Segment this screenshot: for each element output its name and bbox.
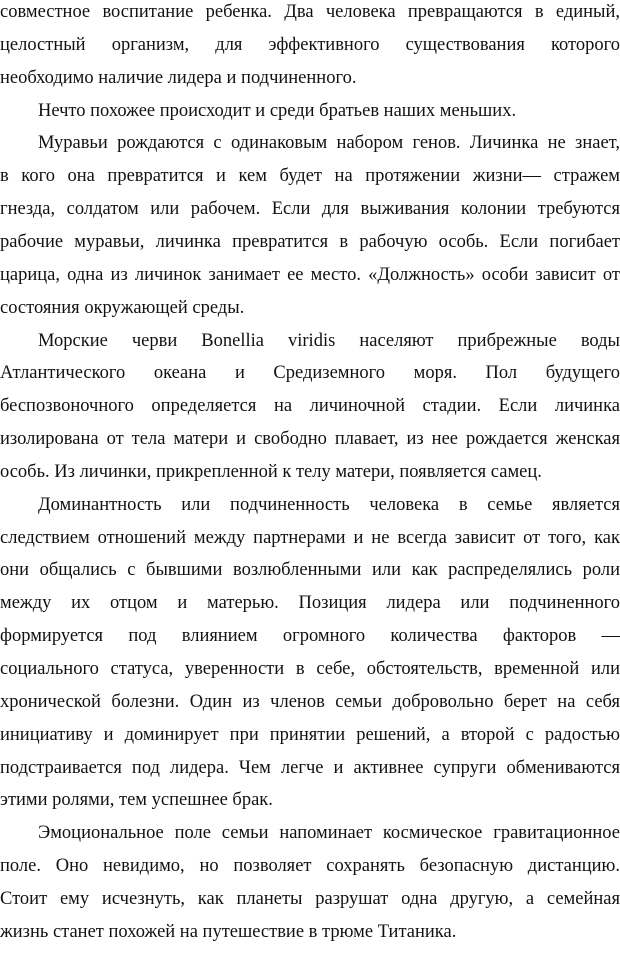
text-line: хронической болезни. Один из членов семьи добровольно берет на себя (0, 691, 620, 712)
text-line: Нечто похожее происходит и среди братьев наших меньших. (38, 100, 517, 121)
text-line: рабочие муравьи, личинка превратится в рабочую особь. Если погибает (0, 231, 620, 252)
text-line: этими ролями, тем успешнее брак. (0, 790, 273, 811)
text-line: поле. Оно невидимо, но позволяет сохранять безопасную дистанцию. (0, 856, 620, 877)
text-line: они общались с бывшими возлюбленными или как распределялись роли (0, 560, 620, 581)
text-line: следствием отношений между партнерами и не всегда зависит от того, как (0, 527, 620, 548)
text-line: Эмоциональное поле семьи напоминает космическое гравитационное (38, 823, 620, 844)
text-line: Стоит ему исчезнуть, как планеты разрушат одна другую, а семейная (0, 888, 620, 909)
text-line: особь. Из личинки, прикрепленной к телу матери, появляется самец. (0, 461, 542, 482)
text-line: между их отцом и матерью. Позиция лидера или подчиненного (0, 593, 620, 614)
text-line: в кого она превратится и кем будет на протяжении жизни— стражем (0, 166, 620, 187)
text-line: Доминантность или подчиненность человека в семье является (38, 494, 620, 515)
text-line: Муравьи рождаются с одинаковым набором генов. Личинка не знает, (38, 133, 620, 154)
text-line: царица, одна из личинок занимает ее место. «Должность» особи зависит от (0, 264, 620, 285)
text-line: Атлантического океана и Средиземного моря. Пол будущего (0, 363, 620, 384)
text-line: изолирована от тела матери и свободно плавает, из нее рождается женская (0, 429, 620, 450)
text-line: жизнь станет похожей на путешествие в трюме Титаника. (0, 921, 457, 942)
text-line: состояния окружающей среды. (0, 297, 245, 318)
text-line: беспозвоночного определяется на личиночной стадии. Если личинка (0, 396, 620, 417)
text-line: формируется под влиянием огромного количества факторов — (0, 626, 620, 647)
text-line: совместное воспитание ребенка. Два человека превращаются в единый, (0, 2, 620, 22)
text-line: необходимо наличие лидера и подчиненного. (0, 67, 357, 88)
text-line: подстраивается под лидера. Чем легче и активнее супруги обмениваются (0, 757, 620, 778)
text-line: инициативу и доминирует при принятии решений, а второй с радостью (0, 724, 620, 745)
text-line: социального статуса, уверенности в себе, обстоятельств, временной или (0, 659, 620, 679)
text-line: целостный организм, для эффективного существования которого (0, 34, 620, 55)
text-line: Морские черви Bonellia viridis населяют прибрежные воды (38, 330, 620, 351)
text-line: гнезда, солдатом или рабочем. Если для выживания колонии требуются (0, 199, 620, 220)
